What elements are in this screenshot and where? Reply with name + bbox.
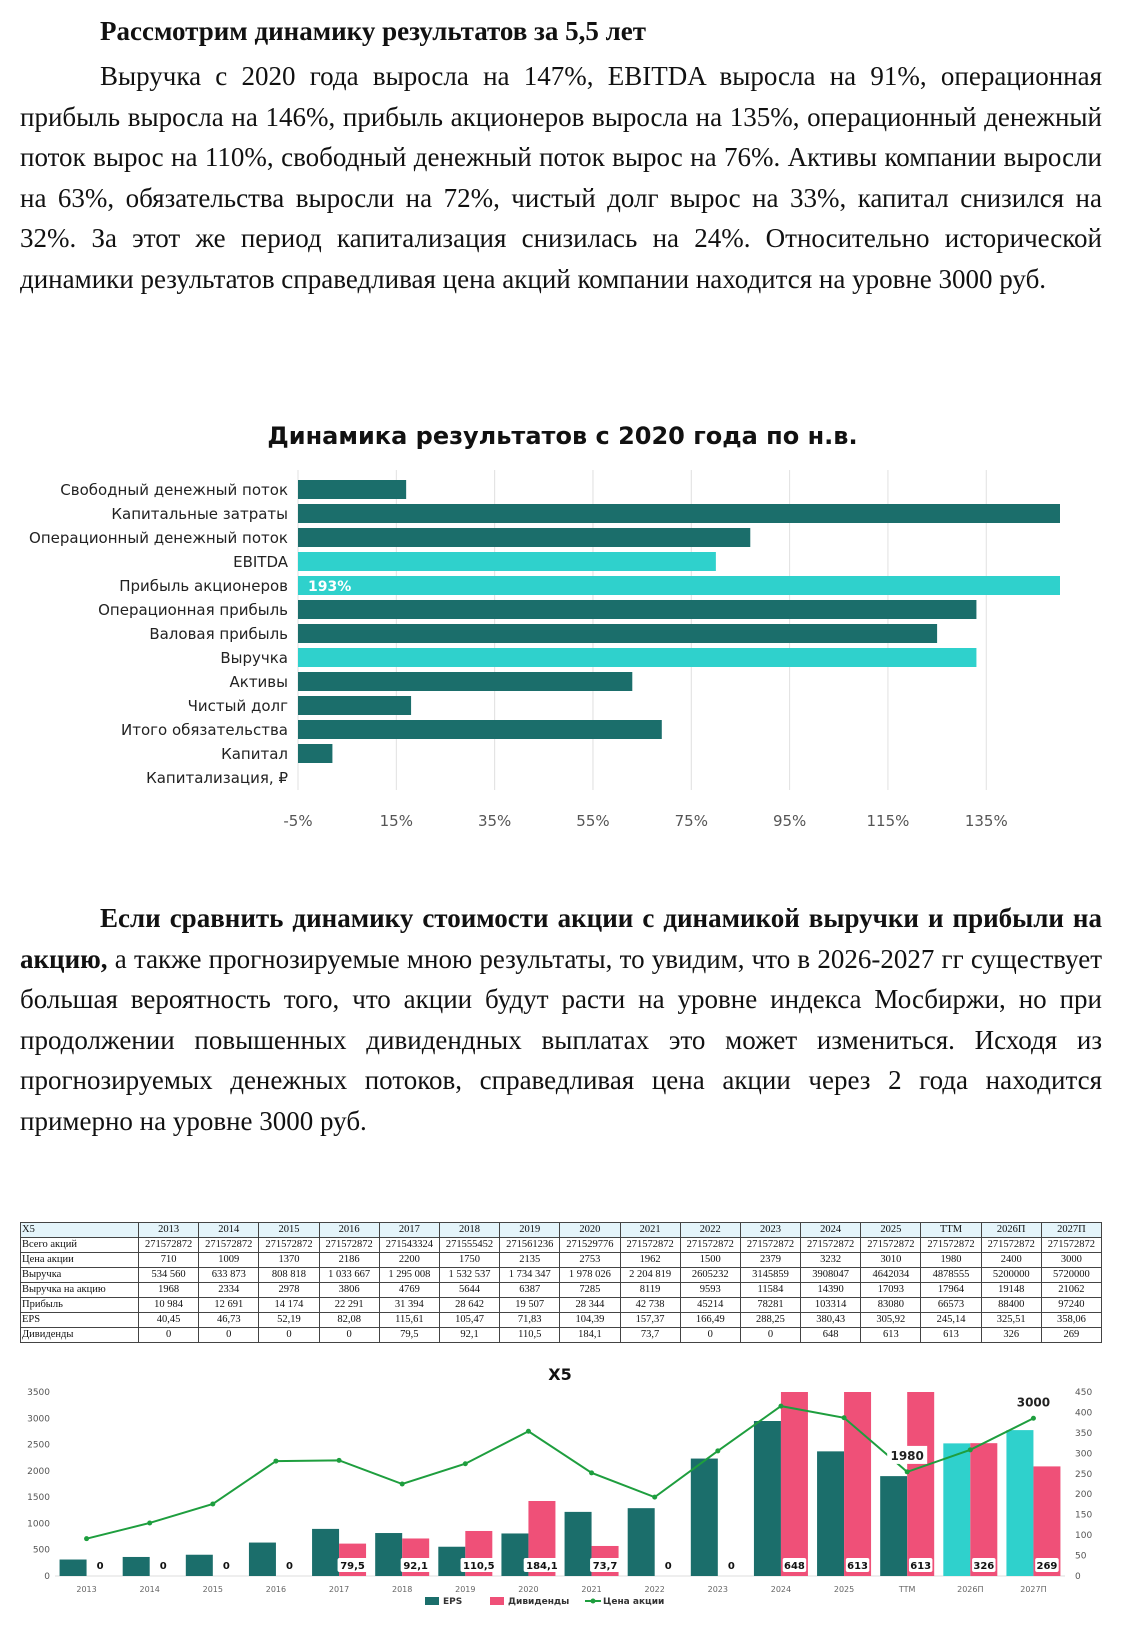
table-cell: 3806 bbox=[319, 1283, 379, 1298]
category-label: Капитализация, ₽ bbox=[146, 769, 288, 787]
dividend-label: 613 bbox=[910, 1561, 932, 1572]
x-tick-label: -5% bbox=[283, 812, 313, 830]
table-cell: 1009 bbox=[199, 1253, 259, 1268]
table-cell: Прибыль bbox=[21, 1298, 139, 1313]
bar bbox=[298, 600, 976, 619]
table-cell: 271572872 bbox=[861, 1238, 921, 1253]
table-cell: 1 532 537 bbox=[439, 1268, 499, 1283]
table-cell: 78281 bbox=[740, 1298, 800, 1313]
table-cell: 9593 bbox=[680, 1283, 740, 1298]
table-cell: 1968 bbox=[139, 1283, 199, 1298]
table-cell: 3000 bbox=[1041, 1253, 1101, 1268]
eps-bar bbox=[1006, 1430, 1033, 1576]
x-tick-label: 2022 bbox=[644, 1585, 665, 1594]
table-cell: 17964 bbox=[921, 1283, 981, 1298]
x-tick-label: 2024 bbox=[770, 1585, 792, 1594]
table-cell: 358,06 bbox=[1041, 1313, 1101, 1328]
price-point bbox=[842, 1415, 847, 1420]
table-cell: EPS bbox=[21, 1313, 139, 1328]
price-point bbox=[400, 1482, 405, 1487]
table-cell: 288,25 bbox=[740, 1313, 800, 1328]
x-tick-label: 135% bbox=[964, 812, 1008, 830]
table-cell: Выручка на акцию bbox=[21, 1283, 139, 1298]
table-cell: 271572872 bbox=[921, 1238, 981, 1253]
section1-heading: Рассмотрим динамику результатов за 5,5 лет bbox=[100, 16, 647, 46]
category-label: Выручка bbox=[220, 649, 288, 667]
legend-label: Дивиденды bbox=[508, 1597, 570, 1607]
table-cell: 2978 bbox=[259, 1283, 319, 1298]
table-cell: 326 bbox=[981, 1328, 1041, 1343]
table-header-cell: 2027П bbox=[1041, 1223, 1101, 1238]
table-row bbox=[21, 1328, 1102, 1343]
table-cell: Выручка bbox=[21, 1268, 139, 1283]
table-cell: 271555452 bbox=[439, 1238, 499, 1253]
table-cell: 46,73 bbox=[199, 1313, 259, 1328]
dividend-label: 0 bbox=[285, 1561, 293, 1572]
x-tick-label: TTM bbox=[898, 1585, 916, 1594]
table-cell: 2135 bbox=[500, 1253, 560, 1268]
dividend-bar bbox=[907, 1392, 934, 1576]
x-tick-label: 95% bbox=[772, 812, 807, 830]
table-cell: 110,5 bbox=[500, 1328, 560, 1343]
table-header-cell: 2015 bbox=[259, 1223, 319, 1238]
price-point bbox=[778, 1404, 783, 1409]
eps-bar bbox=[880, 1476, 907, 1576]
dividend-label: 0 bbox=[96, 1561, 104, 1572]
table-cell: 52,19 bbox=[259, 1313, 319, 1328]
growth-bar-chart bbox=[0, 470, 1125, 870]
category-label: Валовая прибыль bbox=[149, 625, 288, 643]
bar bbox=[298, 648, 976, 667]
dividend-label: 0 bbox=[664, 1561, 672, 1572]
legend-swatch bbox=[490, 1597, 504, 1605]
dividend-label: 613 bbox=[847, 1561, 868, 1572]
y-left-tick: 2500 bbox=[27, 1440, 50, 1451]
table-cell: 3010 bbox=[861, 1253, 921, 1268]
table-cell: 2605232 bbox=[680, 1268, 740, 1283]
dividend-bar bbox=[970, 1443, 997, 1576]
table-cell: 21062 bbox=[1041, 1283, 1101, 1298]
y-left-tick: 3500 bbox=[27, 1388, 50, 1398]
table-cell: 4642034 bbox=[861, 1268, 921, 1283]
x5-combined-chart bbox=[0, 1362, 1125, 1622]
price-point bbox=[84, 1536, 89, 1541]
bar bbox=[298, 696, 411, 715]
eps-bar bbox=[375, 1533, 402, 1576]
dividend-label: 73,7 bbox=[592, 1561, 618, 1572]
x-tick-label: 2026П bbox=[957, 1585, 984, 1594]
table-row bbox=[21, 1238, 1102, 1253]
y-right-tick: 300 bbox=[1075, 1449, 1093, 1460]
table-header-cell: 2022 bbox=[680, 1223, 740, 1238]
y-left-tick: 2000 bbox=[27, 1466, 50, 1477]
table-cell: 2334 bbox=[199, 1283, 259, 1298]
table-header-cell: 2017 bbox=[379, 1223, 439, 1238]
dividend-bar bbox=[781, 1392, 808, 1576]
table-cell: Цена акции bbox=[21, 1253, 139, 1268]
bar-data-label: 193% bbox=[308, 579, 352, 595]
table-cell: 105,47 bbox=[439, 1313, 499, 1328]
category-label: Капитальные затраты bbox=[111, 505, 288, 523]
table-cell: 97240 bbox=[1041, 1298, 1101, 1313]
table-cell: 17093 bbox=[861, 1283, 921, 1298]
price-point bbox=[337, 1458, 342, 1463]
x-tick-label: 2019 bbox=[455, 1585, 476, 1594]
table-header-cell: 2013 bbox=[139, 1223, 199, 1238]
dividend-label: 326 bbox=[973, 1561, 995, 1572]
table-cell: 40,45 bbox=[139, 1313, 199, 1328]
table-cell: 271572872 bbox=[620, 1238, 680, 1253]
table-cell: 2200 bbox=[379, 1253, 439, 1268]
dividend-bar bbox=[844, 1392, 871, 1576]
table-cell: 271529776 bbox=[560, 1238, 620, 1253]
table-cell: 1 978 026 bbox=[560, 1268, 620, 1283]
table-cell: 5200000 bbox=[981, 1268, 1041, 1283]
table-row bbox=[21, 1298, 1102, 1313]
table-row bbox=[21, 1283, 1102, 1298]
x-tick-label: 2027П bbox=[1020, 1585, 1047, 1594]
y-left-tick: 500 bbox=[32, 1545, 50, 1556]
price-callout: 1980 bbox=[890, 1448, 924, 1463]
category-label: EBITDA bbox=[233, 553, 288, 571]
table-cell: 2379 bbox=[740, 1253, 800, 1268]
table-cell: 14390 bbox=[801, 1283, 861, 1298]
table-header-cell: 2024 bbox=[801, 1223, 861, 1238]
table-cell: 71,83 bbox=[500, 1313, 560, 1328]
y-right-tick: 50 bbox=[1075, 1551, 1087, 1562]
table-cell: 271572872 bbox=[1041, 1238, 1101, 1253]
price-point bbox=[589, 1470, 594, 1475]
table-cell: 0 bbox=[680, 1328, 740, 1343]
table-cell: 5720000 bbox=[1041, 1268, 1101, 1283]
table-cell: 271572872 bbox=[801, 1238, 861, 1253]
y-right-tick: 350 bbox=[1075, 1428, 1093, 1439]
dividend-label: 648 bbox=[784, 1561, 805, 1572]
dividend-label: 184,1 bbox=[526, 1561, 558, 1572]
table-header-cell: 2018 bbox=[439, 1223, 499, 1238]
table-cell: 3232 bbox=[801, 1253, 861, 1268]
eps-bar bbox=[312, 1529, 339, 1576]
table-cell: 269 bbox=[1041, 1328, 1101, 1343]
section2-heading: Если сравнить динамику стоимости акции с динамикой выручки и прибыли на акцию, bbox=[20, 903, 1102, 974]
price-point bbox=[273, 1459, 278, 1464]
table-cell: 271572872 bbox=[981, 1238, 1041, 1253]
bar bbox=[298, 744, 332, 763]
table-row bbox=[21, 1268, 1102, 1283]
table-cell: 2400 bbox=[981, 1253, 1041, 1268]
table-cell: 28 344 bbox=[560, 1298, 620, 1313]
table-cell: 2753 bbox=[560, 1253, 620, 1268]
legend-swatch bbox=[425, 1597, 439, 1605]
table-cell: Всего акций bbox=[21, 1238, 139, 1253]
price-point bbox=[968, 1447, 973, 1452]
table-header-cell: 2023 bbox=[740, 1223, 800, 1238]
table-cell: 271572872 bbox=[259, 1238, 319, 1253]
section2-text: а также прогнозируемые мною результаты, то увидим, что в 2026-2027 гг существует большая вероятность того, что акции будут расти на уровне индекса Мосбиржи, но при продолжении повышенных дивидендных выплатах это может измениться. Исходя из прогнозируемых денежных потоков, справедливая цена акции через 2 года находится примерно на уровне 3000 руб. bbox=[20, 943, 1102, 1136]
y-left-tick: 0 bbox=[44, 1572, 50, 1582]
legend-label: Цена акции bbox=[603, 1597, 665, 1607]
table-cell: 245,14 bbox=[921, 1313, 981, 1328]
table-header-cell: 2025 bbox=[861, 1223, 921, 1238]
table-header-cell: TTM bbox=[921, 1223, 981, 1238]
y-right-tick: 150 bbox=[1075, 1510, 1093, 1521]
section1-text: Выручка с 2020 года выросла на 147%, EBITDA выросла на 91%, операционная прибыль выросла на 146%, прибыль акционеров выросла на 135%, операционный денежный поток вырос на 110%, свободный денежный поток вырос на 76%. Активы компании выросли на 63%, обязательства выросли на 72%, чистый долг вырос на 33%, капитал снизился на 32%. За этот же период капитализация снизилась на 24%. Относительно исторической динамики результатов справедливая цена акций компании находится на уровне 3000 руб. bbox=[20, 61, 1102, 294]
table-cell: 1370 bbox=[259, 1253, 319, 1268]
table-cell: 0 bbox=[139, 1328, 199, 1343]
eps-bar bbox=[249, 1543, 276, 1576]
table-cell: 79,5 bbox=[379, 1328, 439, 1343]
hbar-chart-title: Динамика результатов с 2020 года по н.в. bbox=[267, 422, 858, 450]
bar bbox=[298, 576, 1060, 595]
table-cell: 2186 bbox=[319, 1253, 379, 1268]
table-cell: 115,61 bbox=[379, 1313, 439, 1328]
table-cell: 12 691 bbox=[199, 1298, 259, 1313]
table-cell: 1 295 008 bbox=[379, 1268, 439, 1283]
table-cell: 1962 bbox=[620, 1253, 680, 1268]
bar bbox=[298, 624, 937, 643]
table-cell: 8119 bbox=[620, 1283, 680, 1298]
x-tick-label: 2021 bbox=[581, 1585, 602, 1594]
dividend-label: 0 bbox=[222, 1561, 230, 1572]
table-cell: 88400 bbox=[981, 1298, 1041, 1313]
table-cell: 1500 bbox=[680, 1253, 740, 1268]
section2-paragraph bbox=[20, 898, 1102, 1141]
table-cell: Дивиденды bbox=[21, 1328, 139, 1343]
table-cell: 271572872 bbox=[319, 1238, 379, 1253]
table-cell: 613 bbox=[861, 1328, 921, 1343]
y-left-tick: 1500 bbox=[27, 1493, 50, 1504]
category-label: Итого обязательства bbox=[121, 721, 288, 739]
table-cell: 271572872 bbox=[199, 1238, 259, 1253]
eps-bar bbox=[186, 1555, 213, 1576]
dividend-label: 269 bbox=[1036, 1561, 1058, 1572]
x-tick-label: 75% bbox=[674, 812, 708, 830]
table-cell: 14 174 bbox=[259, 1298, 319, 1313]
table-header-cell: 2020 bbox=[560, 1223, 620, 1238]
table-cell: 325,51 bbox=[981, 1313, 1041, 1328]
table-cell: 19 507 bbox=[500, 1298, 560, 1313]
eps-bar bbox=[754, 1421, 781, 1576]
table-cell: 0 bbox=[740, 1328, 800, 1343]
y-right-tick: 0 bbox=[1075, 1572, 1081, 1582]
dividend-label: 0 bbox=[727, 1561, 735, 1572]
eps-bar bbox=[628, 1508, 655, 1576]
table-cell: 11584 bbox=[740, 1283, 800, 1298]
table-cell: 1980 bbox=[921, 1253, 981, 1268]
eps-bar bbox=[123, 1557, 150, 1576]
category-label: Операционная прибыль bbox=[98, 601, 288, 619]
table-cell: 710 bbox=[139, 1253, 199, 1268]
dividend-label: 79,5 bbox=[340, 1561, 365, 1572]
legend-swatch-dot bbox=[591, 1599, 596, 1604]
table-cell: 82,08 bbox=[319, 1313, 379, 1328]
table-cell: 92,1 bbox=[439, 1328, 499, 1343]
table-cell: 66573 bbox=[921, 1298, 981, 1313]
eps-bar bbox=[691, 1459, 718, 1576]
category-label: Прибыль акционеров bbox=[119, 577, 288, 595]
table-cell: 534 560 bbox=[139, 1268, 199, 1283]
x5-data-table bbox=[20, 1222, 1102, 1343]
table-cell: 42 738 bbox=[620, 1298, 680, 1313]
table-cell: 73,7 bbox=[620, 1328, 680, 1343]
table-cell: 19148 bbox=[981, 1283, 1041, 1298]
eps-bar bbox=[943, 1443, 970, 1576]
y-right-tick: 200 bbox=[1075, 1490, 1093, 1501]
dividend-label: 92,1 bbox=[403, 1561, 429, 1572]
x-tick-label: 2014 bbox=[139, 1585, 160, 1594]
table-cell: 613 bbox=[921, 1328, 981, 1343]
table-cell: 10 984 bbox=[139, 1298, 199, 1313]
table-cell: 2 204 819 bbox=[620, 1268, 680, 1283]
table-cell: 6387 bbox=[500, 1283, 560, 1298]
price-point bbox=[147, 1520, 152, 1525]
category-label: Капитал bbox=[221, 745, 288, 763]
table-cell: 0 bbox=[319, 1328, 379, 1343]
table-cell: 5644 bbox=[439, 1283, 499, 1298]
table-cell: 103314 bbox=[801, 1298, 861, 1313]
table-cell: 104,39 bbox=[560, 1313, 620, 1328]
y-right-tick: 100 bbox=[1075, 1531, 1093, 1542]
table-cell: 633 873 bbox=[199, 1268, 259, 1283]
bar bbox=[298, 552, 716, 571]
dividend-label: 110,5 bbox=[462, 1561, 495, 1572]
eps-bar bbox=[60, 1560, 87, 1576]
table-cell: 31 394 bbox=[379, 1298, 439, 1313]
y-right-tick: 400 bbox=[1075, 1408, 1093, 1419]
dividend-label: 0 bbox=[159, 1561, 167, 1572]
bar bbox=[298, 504, 1060, 523]
x-tick-label: 2020 bbox=[518, 1585, 539, 1594]
table-cell: 271561236 bbox=[500, 1238, 560, 1253]
x-tick-label: 2023 bbox=[707, 1585, 728, 1594]
table-cell: 271572872 bbox=[740, 1238, 800, 1253]
bar bbox=[298, 480, 406, 499]
category-label: Свободный денежный поток bbox=[60, 481, 288, 499]
price-point bbox=[715, 1448, 720, 1453]
bar bbox=[298, 528, 750, 547]
table-cell: 305,92 bbox=[861, 1313, 921, 1328]
table-cell: 22 291 bbox=[319, 1298, 379, 1313]
x-tick-label: 55% bbox=[576, 812, 610, 830]
table-header-row bbox=[21, 1223, 1102, 1238]
x-tick-label: 35% bbox=[477, 812, 512, 830]
y-right-tick: 250 bbox=[1075, 1469, 1093, 1480]
category-label: Активы bbox=[229, 673, 288, 691]
x-tick-label: 115% bbox=[866, 812, 910, 830]
category-label: Операционный денежный поток bbox=[29, 529, 288, 547]
category-label: Чистый долг bbox=[187, 697, 288, 715]
table-cell: 7285 bbox=[560, 1283, 620, 1298]
table-cell: 271572872 bbox=[139, 1238, 199, 1253]
bar bbox=[298, 672, 632, 691]
table-cell: 166,49 bbox=[680, 1313, 740, 1328]
table-cell: 157,37 bbox=[620, 1313, 680, 1328]
table-cell: 184,1 bbox=[560, 1328, 620, 1343]
table-cell: 0 bbox=[199, 1328, 259, 1343]
x-tick-label: 2013 bbox=[76, 1585, 97, 1594]
table-cell: 83080 bbox=[861, 1298, 921, 1313]
table-row bbox=[21, 1313, 1102, 1328]
x-tick-label: 2015 bbox=[202, 1585, 223, 1594]
section1-paragraph bbox=[20, 56, 1102, 299]
x-tick-label: 2025 bbox=[833, 1585, 855, 1594]
table-cell: 3908047 bbox=[801, 1268, 861, 1283]
bar bbox=[298, 720, 662, 739]
table-cell: 4769 bbox=[379, 1283, 439, 1298]
table-cell: 1750 bbox=[439, 1253, 499, 1268]
table-cell: 0 bbox=[259, 1328, 319, 1343]
table-cell: 271572872 bbox=[680, 1238, 740, 1253]
table-header-cell: 2014 bbox=[199, 1223, 259, 1238]
x-tick-label: 15% bbox=[379, 812, 413, 830]
x-tick-label: 2016 bbox=[265, 1585, 287, 1594]
table-row bbox=[21, 1253, 1102, 1268]
legend-label: EPS bbox=[443, 1597, 463, 1607]
table-cell: 3145859 bbox=[740, 1268, 800, 1283]
y-left-tick: 1000 bbox=[27, 1519, 50, 1530]
y-right-tick: 450 bbox=[1075, 1388, 1093, 1398]
table-header-cell: 2026П bbox=[981, 1223, 1041, 1238]
table-cell: 4878555 bbox=[921, 1268, 981, 1283]
table-cell: 1 033 667 bbox=[319, 1268, 379, 1283]
price-point bbox=[210, 1501, 215, 1506]
price-point bbox=[1031, 1416, 1036, 1421]
x5-chart-title: X5 bbox=[548, 1365, 572, 1384]
price-point bbox=[463, 1461, 468, 1466]
table-header-cell: 2019 bbox=[500, 1223, 560, 1238]
price-callout: 3000 bbox=[1016, 1395, 1051, 1410]
price-point bbox=[905, 1469, 910, 1474]
table-cell: 28 642 bbox=[439, 1298, 499, 1313]
table-cell: 808 818 bbox=[259, 1268, 319, 1283]
table-header-cell: 2016 bbox=[319, 1223, 379, 1238]
table-cell: 648 bbox=[801, 1328, 861, 1343]
x-tick-label: 2017 bbox=[328, 1585, 350, 1594]
table-cell: 45214 bbox=[680, 1298, 740, 1313]
eps-bar bbox=[565, 1512, 592, 1576]
x-tick-label: 2018 bbox=[392, 1585, 413, 1594]
table-cell: 271543324 bbox=[379, 1238, 439, 1253]
table-header-cell: 2021 bbox=[620, 1223, 680, 1238]
price-point bbox=[526, 1429, 531, 1434]
table-header-cell: X5 bbox=[21, 1223, 139, 1238]
price-point bbox=[652, 1495, 657, 1500]
eps-bar bbox=[817, 1451, 844, 1576]
y-left-tick: 3000 bbox=[27, 1414, 50, 1425]
table-cell: 1 734 347 bbox=[500, 1268, 560, 1283]
table-cell: 380,43 bbox=[801, 1313, 861, 1328]
